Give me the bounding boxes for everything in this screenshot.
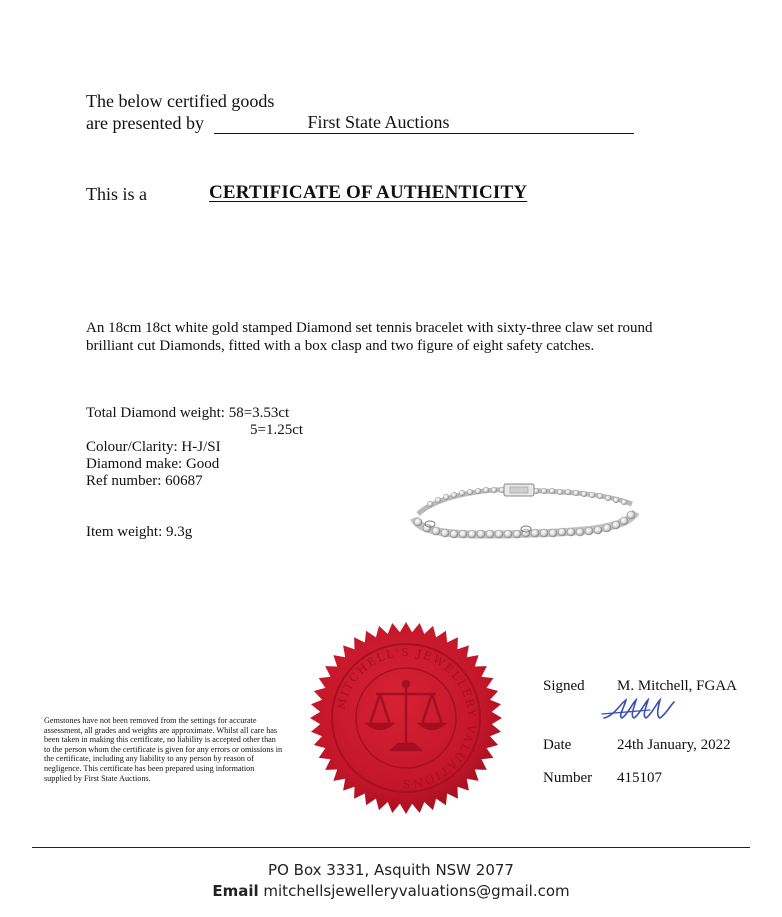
number-value: 415107 [617, 770, 662, 786]
presenter-line [214, 113, 634, 134]
bracelet-photo [400, 478, 650, 548]
certificate-title: CERTIFICATE OF AUTHENTICITY [209, 182, 528, 203]
title-prefix: This is a [86, 184, 147, 204]
total-weight-value-1: 58=3.53ct [228, 405, 290, 421]
diamond-make: Diamond make: Good [86, 456, 220, 472]
handwritten-signature [600, 694, 690, 724]
item-description: An 18cm 18ct white gold stamped Diamond set tennis bracelet with sixty-three claw set round brilliant cut Diamonds, fitted with a box clasp and two figure of eight safety catches. [86, 320, 653, 354]
email-address[interactable]: mitchellsjewelleryvaluations@gmail.com [263, 882, 570, 900]
colour-clarity: Colour/Clarity: H-J/SI [86, 439, 221, 455]
header-line-1: The below certified goods [86, 91, 275, 111]
total-weight-value-2: 5=1.25ct [250, 422, 304, 438]
total-weight-label: Total Diamond weight: [86, 405, 225, 421]
footer-divider [32, 847, 750, 848]
email-label: Email [212, 882, 259, 900]
number-label: Number [543, 770, 593, 786]
footer-address: PO Box 3331, Asquith NSW 2077 [268, 861, 514, 879]
signer-name: M. Mitchell, FGAA [617, 678, 737, 694]
header-line-2 [86, 112, 634, 134]
date-value: 24th January, 2022 [617, 737, 731, 753]
total-weight-row [86, 404, 289, 422]
disclaimer-text: Gemstones have not been removed from the settings for accurate assessment, all grades and weights are approximate. Whilst all care has been taken in making this certificate, no liability is accepted other than to the person whom the certificate is given for any errors or omissions in the certificate, including any liability to any person by reason of negligence. This certificate has been prepared using information supplied by First State Auctions. [44, 716, 283, 783]
date-label: Date [543, 737, 572, 753]
footer-email-row [0, 882, 782, 900]
seal-text: MITCHELL'S JEWELLERY VALUATIONS [334, 645, 479, 791]
ref-number: Ref number: 60687 [86, 473, 203, 489]
signed-label: Signed [543, 678, 585, 694]
item-weight: Item weight: 9.3g [86, 524, 193, 540]
presented-by-label: are presented by [86, 113, 204, 133]
presenter-name: First State Auctions [307, 112, 450, 132]
red-seal [308, 620, 504, 816]
